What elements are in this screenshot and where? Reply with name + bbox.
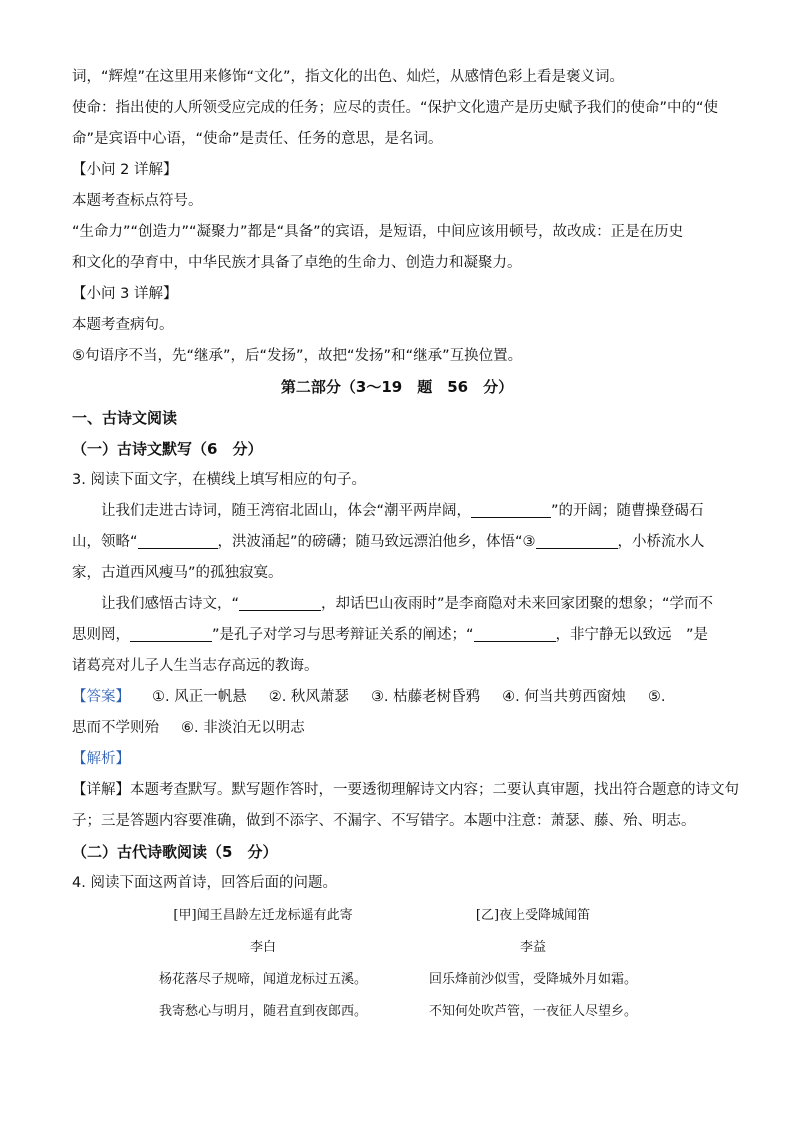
text-line: 本题考查标点符号。 [72,193,203,209]
detail-line: 【详解】本题考查默写。默写题作答时，一要透彻理解诗文内容；二要认真审题，找出符合题意的诗文句 [72,782,739,798]
answer-item: ②. 秋风萧瑟 [268,689,349,705]
answer-item: ①. 风正一帆悬 [152,689,247,705]
part-title: 第二部分（3～19 题 56 分） [280,378,514,396]
text-line: 使命：指出使的人所领受应完成的任务；应尽的责任。“保护文化遗产是历史赋予我们的使命”中的“使 [72,100,719,116]
fill-blank[interactable] [239,592,321,611]
text-line: 本题考查病句。 [72,317,174,333]
poem-line: 回乐烽前沙似雪，受降城外月如霜。 [428,972,637,987]
text-segment: ，洪波涌起”的磅礴；随马致远漂泊他乡，体悟“③ [217,534,536,550]
text-line: 词，“辉煌”在这里用来修饰“文化”，指文化的出色、灿烂，从感情色彩上看是褒义词。 [72,69,625,85]
question-intro: 4. 阅读下面这两首诗，回答后面的问题。 [72,875,337,891]
fill-blank[interactable] [130,623,212,642]
poem-author: 李益 [519,940,546,955]
fill-blank[interactable] [536,530,618,549]
poem-jia [128,900,398,1028]
poem-author: 李白 [249,940,276,955]
subsection-heading: （一）古诗文默写（6 分） [72,440,263,458]
answer-label: 【答案】 [72,689,130,705]
question-paragraph-line: 家，古道西风瘦马”的孤独寂寞。 [72,565,283,581]
document-page [72,62,739,899]
text-segment: ”是孔子对学习与思考辩证关系的阐述；“ [212,627,474,643]
text-segment: 山，领略“ [72,534,138,550]
text-line: “生命力”“创造力”“凝聚力”都是“具备”的宾语，是短语，中间应该用顿号，故改成：正是在历史 [72,224,684,240]
answer-line [72,713,722,744]
answer-item: ⑥. 非淡泊无以明志 [181,720,305,736]
question-paragraph-line [72,620,722,651]
text-line: ⑤句语序不当，先“继承”，后“发扬”，故把“发扬”和“继承”互换位置。 [72,348,523,364]
fill-blank[interactable] [138,530,218,549]
text-segment: 让我们感悟古诗文，“ [101,596,240,612]
poem-yi [398,900,668,1028]
answer-line [72,682,722,713]
text-line: 和文化的孕育中，中华民族才具备了卓绝的生命力、创造力和凝聚力。 [72,255,522,271]
text-segment: ”的开阔；随曹操登碣石 [551,503,704,519]
text-segment: ，非宁静无以致远 ”是 [555,627,709,643]
poem-line: 杨花落尽子规啼，闻道龙标过五溪。 [158,972,367,987]
poem-line: 不知何处吹芦管，一夜征人尽望乡。 [428,1004,637,1019]
question-paragraph-line [72,496,722,527]
poem-line: 我寄愁心与明月，随君直到夜郎西。 [158,1004,367,1019]
question-paragraph-line [72,527,722,558]
question-intro: 3. 阅读下面文字，在横线上填写相应的句子。 [72,472,366,488]
answer-item: ③. 枯藤老树昏鸦 [370,689,481,705]
answer-item: ④. 何当共剪西窗烛 [502,689,626,705]
poem-title: [乙]夜上受降城闻笛 [475,908,591,923]
subsection-heading: （二）古代诗歌阅读（5 分） [72,843,278,861]
text-segment: 让我们走进古诗词，随王湾宿北固山，体会“潮平两岸阔， [101,503,472,519]
text-line: 命”是宾语中心语，“使命”是责任、任务的意思，是名词。 [72,131,443,147]
detail-line: 子；三是答题内容要准确，做到不添字、不漏字、不写错字。本题中注意：萧瑟、藤、殆、明志。 [72,813,696,829]
poem-title: [甲]闻王昌龄左迁龙标遥有此寄 [173,908,353,923]
subquestion-heading: 【小问 3 详解】 [72,286,178,302]
fill-blank[interactable] [474,623,556,642]
answer-item: 思而不学则殆 [72,720,159,736]
text-segment: ，小桥流水人 [617,534,705,550]
section-heading: 一、古诗文阅读 [72,409,178,427]
question-paragraph-line: 诸葛亮对儿子人生当志存高远的教诲。 [72,658,319,674]
text-segment: ，却话巴山夜雨时”是李商隐对未来回家团聚的想象；“学而不 [321,596,714,612]
answer-item: ⑤. [647,689,666,705]
subquestion-heading: 【小问 2 详解】 [72,162,178,178]
text-segment: 思则罔， [72,627,130,643]
fill-blank[interactable] [471,499,551,518]
analysis-label: 【解析】 [72,751,130,767]
question-paragraph-line [72,589,722,620]
